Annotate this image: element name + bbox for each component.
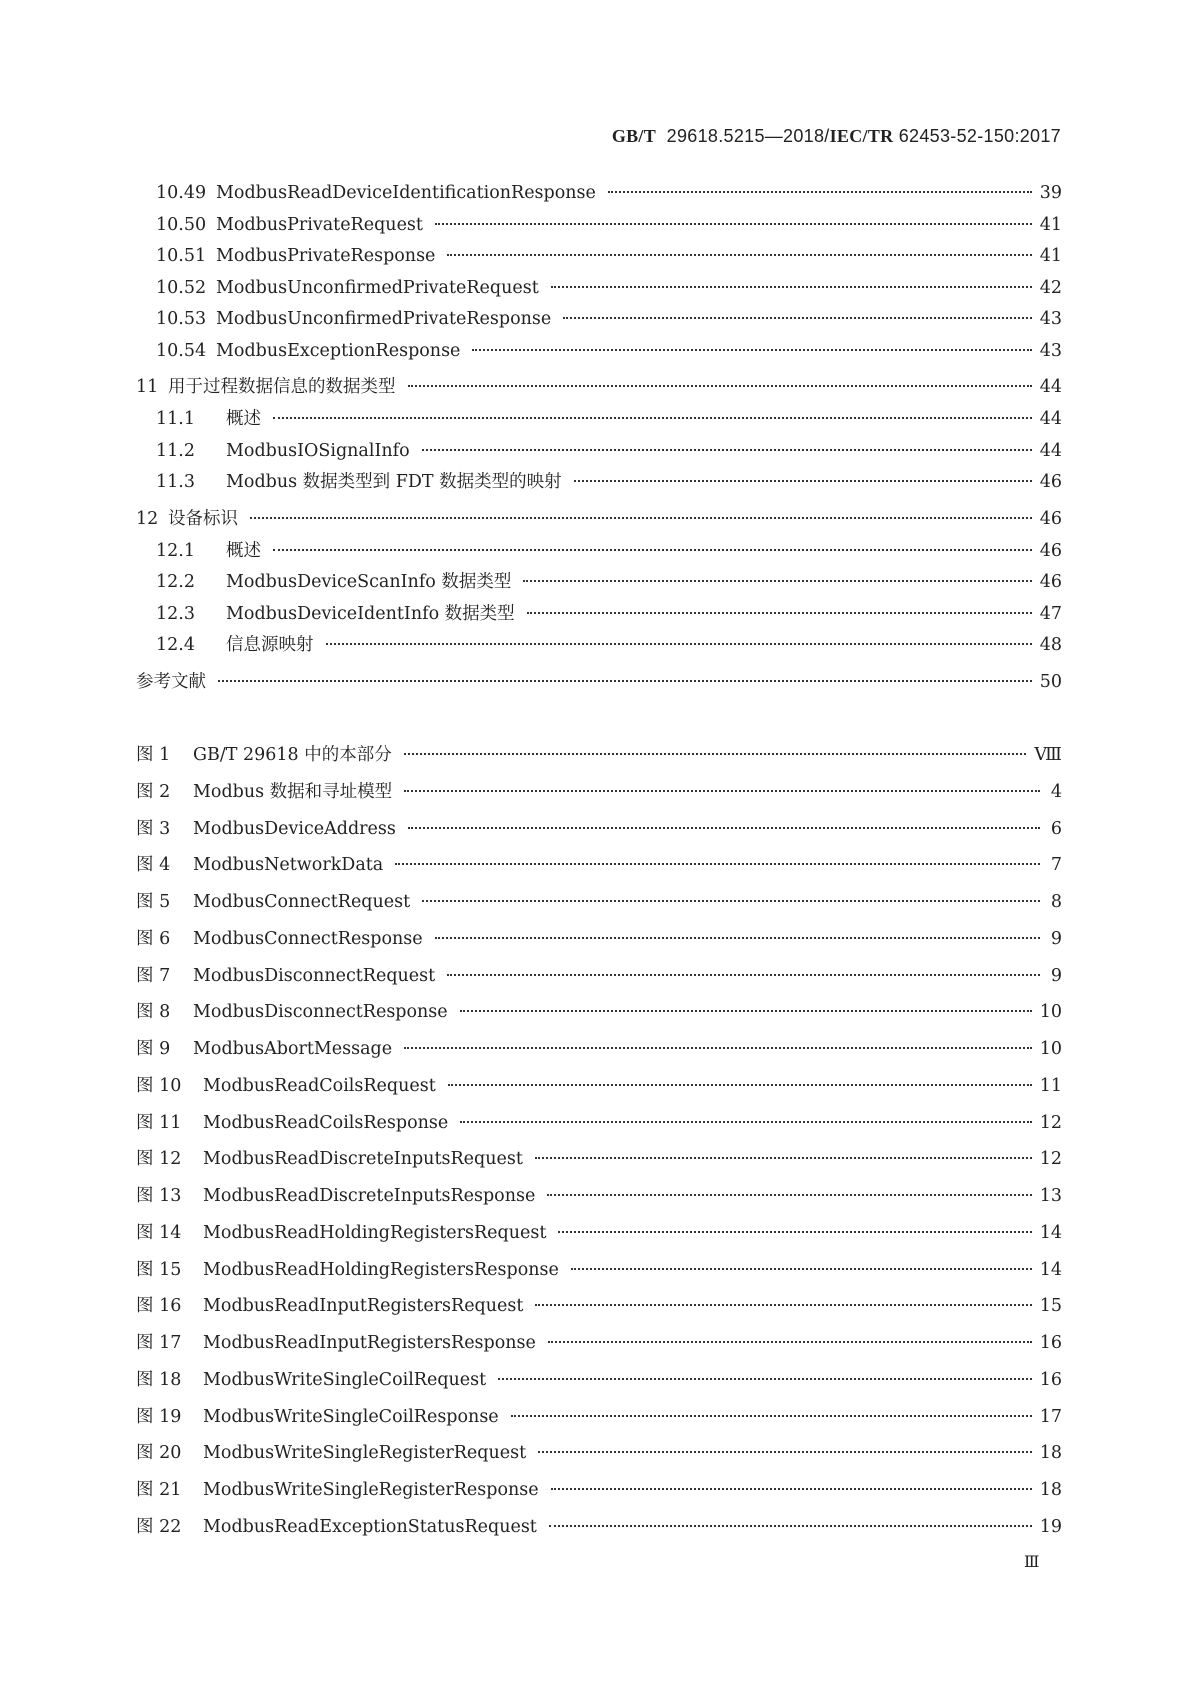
entry-title: Modbus 数据和寻址模型 [193, 781, 393, 802]
toc-entry[interactable] [136, 504, 1062, 536]
entry-page: 18 [1039, 1443, 1062, 1464]
dot-leader [558, 1231, 1031, 1233]
entry-number: 图 4 [136, 855, 171, 876]
toc-entry[interactable] [136, 1178, 1062, 1215]
dot-leader [422, 900, 1040, 902]
entry-title: ModbusNetworkData [193, 855, 384, 876]
dot-leader [460, 1010, 1032, 1012]
entry-title: ModbusReadCoilsResponse [203, 1112, 449, 1133]
dot-leader [548, 1341, 1032, 1343]
entry-number: 图 5 [136, 892, 171, 912]
entry-title: ModbusUnconfirmedPrivateResponse [216, 309, 552, 329]
entry-title: 信息源映射 [226, 635, 314, 655]
entry-number: 图 10 [136, 1075, 182, 1096]
entry-title: ModbusPrivateRequest [216, 214, 423, 235]
dot-leader [547, 1194, 1031, 1196]
entry-number: 图 3 [136, 818, 171, 839]
entry-title: ModbusReadDiscreteInputsRequest [203, 1149, 523, 1170]
entry-number: 图 21 [136, 1480, 182, 1500]
entry-number: 12.3 [156, 603, 195, 624]
dot-leader [511, 1415, 1032, 1417]
entry-page: 42 [1039, 277, 1062, 298]
entry-number: 图 6 [136, 928, 171, 949]
entry-number: 10.51 [156, 246, 207, 266]
toc-entry[interactable] [136, 567, 1062, 599]
entry-number: 图 16 [136, 1296, 182, 1317]
toc-entry[interactable] [136, 1288, 1062, 1325]
toc-entry[interactable] [136, 1435, 1062, 1472]
dot-leader [404, 753, 1027, 755]
toc-entry[interactable] [136, 178, 1062, 210]
entry-number: 11.2 [156, 440, 195, 461]
toc-entry[interactable] [136, 1399, 1062, 1436]
entry-number: 12.1 [156, 540, 195, 561]
toc-entry[interactable] [136, 1362, 1062, 1399]
dot-leader [447, 254, 1031, 256]
entry-page: 4 [1050, 781, 1062, 802]
toc-entry[interactable] [136, 847, 1062, 884]
dot-leader [574, 480, 1032, 482]
entry-number: 图 18 [136, 1369, 182, 1390]
entry-number: 11.3 [156, 472, 195, 492]
entry-title: ModbusConnectRequest [193, 892, 411, 912]
dot-leader [608, 191, 1032, 193]
entry-title: ModbusWriteSingleRegisterRequest [203, 1443, 527, 1464]
standard-number: 29618.5215—2018/ [666, 126, 830, 146]
entry-title: ModbusReadCoilsRequest [203, 1075, 436, 1096]
entry-title: GB/T 29618 中的本部分 [193, 745, 392, 765]
entry-page: 46 [1039, 508, 1062, 529]
toc-entry[interactable] [136, 994, 1062, 1031]
toc-entry[interactable] [136, 241, 1062, 273]
entry-number: 10.49 [156, 183, 207, 203]
entry-page: 46 [1039, 472, 1062, 492]
iec-number: 62453-52-150:2017 [898, 126, 1061, 146]
entry-page: 12 [1039, 1112, 1062, 1133]
dot-leader [404, 1047, 1032, 1049]
entry-page: 16 [1039, 1369, 1062, 1390]
entry-page: 41 [1039, 214, 1062, 235]
entry-number: 11 [136, 377, 159, 397]
entry-title: 设备标识 [168, 508, 238, 529]
dot-leader [571, 1268, 1032, 1270]
dot-leader [218, 680, 1032, 682]
toc-entry[interactable] [136, 1252, 1062, 1289]
entry-number: 10.50 [156, 214, 207, 235]
entry-title: ModbusAbortMessage [193, 1039, 393, 1059]
dot-leader [447, 974, 1040, 976]
entry-page: 39 [1039, 183, 1062, 203]
entry-page: 41 [1039, 246, 1062, 266]
toc-entry[interactable] [136, 1031, 1062, 1068]
toc-entry[interactable] [136, 372, 1062, 404]
toc-entry[interactable] [136, 1472, 1062, 1509]
entry-number: 图 11 [136, 1112, 182, 1133]
entry-title: ModbusReadExceptionStatusRequest [203, 1516, 537, 1537]
entry-number: 12.4 [156, 635, 195, 655]
entry-page: 9 [1050, 928, 1062, 949]
standard-prefix: GB/T [611, 126, 657, 146]
toc-entry[interactable] [136, 1141, 1062, 1178]
entry-title: ModbusReadInputRegistersResponse [203, 1333, 536, 1353]
entry-title: ModbusPrivateResponse [216, 246, 436, 266]
document-header [612, 126, 1061, 147]
entry-title: ModbusReadHoldingRegistersResponse [203, 1259, 559, 1280]
toc-entry[interactable] [136, 884, 1062, 921]
entry-number: 12.2 [156, 572, 195, 592]
dot-leader [273, 417, 1032, 419]
toc-entry[interactable] [136, 273, 1062, 305]
toc-entry[interactable] [136, 774, 1062, 811]
entry-number: 10.53 [156, 309, 207, 329]
entry-number: 图 19 [136, 1406, 182, 1427]
entry-page: 8 [1050, 892, 1062, 912]
toc-entry[interactable] [136, 921, 1062, 958]
entry-number: 12 [136, 508, 159, 529]
entry-number: 11.1 [156, 409, 195, 429]
entry-number: 图 2 [136, 781, 171, 802]
entry-number: 图 8 [136, 1002, 171, 1023]
entry-title: ModbusReadInputRegistersRequest [203, 1296, 524, 1317]
toc-entry[interactable] [136, 1509, 1062, 1546]
dot-leader [250, 517, 1032, 519]
toc-entry[interactable] [136, 599, 1062, 631]
entry-number: 图 12 [136, 1149, 182, 1170]
entry-page: 44 [1039, 377, 1062, 397]
entry-number: 图 20 [136, 1443, 182, 1464]
entry-page: 43 [1039, 309, 1062, 329]
entry-title: 概述 [226, 540, 261, 561]
entry-title: ModbusUnconfirmedPrivateRequest [216, 277, 539, 298]
entry-title: ModbusDeviceScanInfo 数据类型 [226, 572, 512, 592]
entry-title: ModbusDeviceIdentInfo 数据类型 [226, 603, 515, 624]
entry-title: ModbusReadHoldingRegistersRequest [203, 1222, 547, 1243]
dot-leader [273, 549, 1032, 551]
entry-page: 14 [1039, 1222, 1062, 1243]
toc-entry[interactable] [136, 1325, 1062, 1362]
entry-page: 6 [1050, 818, 1062, 839]
dot-leader [549, 1525, 1032, 1527]
entry-title: Modbus 数据类型到 FDT 数据类型的映射 [226, 472, 562, 492]
entry-page: 13 [1039, 1186, 1062, 1206]
entry-title: ModbusDisconnectResponse [193, 1002, 448, 1023]
entry-title: ModbusIOSignalInfo [226, 440, 410, 461]
entry-page: 44 [1039, 440, 1062, 461]
toc-entry[interactable] [136, 336, 1062, 368]
entry-number: 10.52 [156, 277, 207, 298]
entry-page: Ⅷ [1034, 745, 1062, 765]
dot-leader [535, 1304, 1031, 1306]
toc-entry[interactable] [136, 737, 1062, 774]
entry-number: 图 7 [136, 965, 171, 986]
entry-number: 图 14 [136, 1222, 182, 1243]
entry-number: 图 22 [136, 1516, 182, 1537]
entry-page: 7 [1050, 855, 1062, 876]
dot-leader [448, 1084, 1032, 1086]
entry-page: 18 [1039, 1480, 1062, 1500]
entry-title: ModbusWriteSingleCoilRequest [203, 1369, 487, 1390]
entry-page: 14 [1039, 1259, 1062, 1280]
section-toc [136, 178, 1062, 699]
toc-entry[interactable] [136, 210, 1062, 242]
entry-number: 图 1 [136, 745, 171, 765]
toc-entry[interactable] [136, 536, 1062, 568]
toc-entry[interactable] [136, 304, 1062, 336]
entry-title: ModbusDisconnectRequest [193, 965, 436, 986]
entry-page: 16 [1039, 1333, 1062, 1353]
entry-page: 46 [1039, 572, 1062, 592]
toc-entry[interactable] [136, 1105, 1062, 1142]
entry-page: 12 [1039, 1149, 1062, 1170]
entry-page: 19 [1039, 1516, 1062, 1537]
dot-leader [472, 349, 1031, 351]
entry-page: 47 [1039, 603, 1062, 624]
dot-leader [535, 1157, 1032, 1159]
entry-title: 参考文献 [136, 671, 206, 692]
toc-entry[interactable] [136, 404, 1062, 436]
dot-leader [498, 1378, 1032, 1380]
toc-entry[interactable] [136, 436, 1062, 468]
entry-title: ModbusConnectResponse [193, 928, 423, 949]
entry-page: 44 [1039, 409, 1062, 429]
toc-entry[interactable] [136, 958, 1062, 995]
entry-title: 概述 [226, 409, 261, 429]
entry-page: 46 [1039, 540, 1062, 561]
entry-title: ModbusExceptionResponse [216, 340, 461, 361]
entry-title: ModbusWriteSingleRegisterResponse [203, 1480, 539, 1500]
toc-entry[interactable] [136, 1068, 1062, 1105]
dot-leader [408, 385, 1032, 387]
toc-entry[interactable] [136, 467, 1062, 499]
dot-leader [395, 863, 1040, 865]
dot-leader [404, 790, 1040, 792]
dot-leader [523, 580, 1031, 582]
toc-entry[interactable] [136, 1215, 1062, 1252]
entry-number: 图 17 [136, 1333, 182, 1353]
dot-leader [563, 317, 1031, 319]
dot-leader [435, 223, 1032, 225]
dot-leader [326, 643, 1032, 645]
entry-page: 17 [1039, 1406, 1062, 1427]
entry-title: ModbusDeviceAddress [193, 818, 396, 839]
entry-title: ModbusWriteSingleCoilResponse [203, 1406, 499, 1427]
toc-entry[interactable] [136, 811, 1062, 848]
entry-page: 43 [1039, 340, 1062, 361]
entry-number: 图 9 [136, 1039, 171, 1059]
iec-prefix: IEC/TR [829, 126, 894, 146]
entry-page: 10 [1039, 1039, 1062, 1059]
toc-entry[interactable] [136, 630, 1062, 662]
dot-leader [435, 937, 1040, 939]
entry-title: ModbusReadDeviceIdentificationResponse [216, 183, 596, 203]
dot-leader [527, 612, 1032, 614]
entry-title: 用于过程数据信息的数据类型 [168, 377, 396, 397]
toc-entry[interactable] [136, 667, 1062, 699]
dot-leader [551, 1488, 1032, 1490]
dot-leader [538, 1451, 1032, 1453]
dot-leader [408, 827, 1040, 829]
figure-toc [136, 737, 1062, 1546]
entry-title: ModbusReadDiscreteInputsResponse [203, 1186, 536, 1206]
dot-leader [551, 286, 1032, 288]
entry-page: 50 [1039, 671, 1062, 692]
entry-number: 图 15 [136, 1259, 182, 1280]
dot-leader [460, 1121, 1031, 1123]
entry-number: 图 13 [136, 1186, 182, 1206]
entry-page: 15 [1039, 1296, 1062, 1317]
entry-number: 10.54 [156, 340, 207, 361]
entry-page: 9 [1050, 965, 1062, 986]
dot-leader [422, 449, 1032, 451]
entry-page: 10 [1039, 1002, 1062, 1023]
entry-page: 11 [1039, 1075, 1062, 1096]
page-number: Ⅲ [1024, 1552, 1040, 1571]
entry-page: 48 [1039, 635, 1062, 655]
